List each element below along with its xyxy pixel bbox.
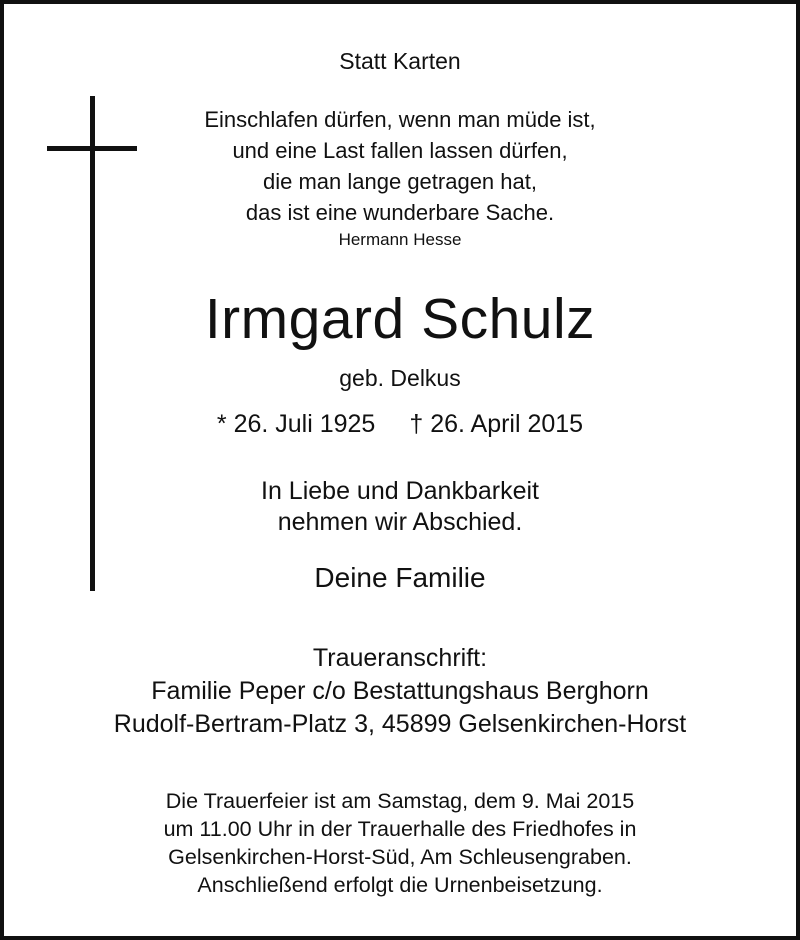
signature: Deine Familie	[314, 562, 486, 593]
ceremony-info	[0, 787, 800, 899]
life-dates	[0, 410, 800, 439]
birth-date: * 26. Juli 1925	[216, 410, 376, 438]
ceremony-line: Anschließend erfolgt die Urnenbeisetzung.	[197, 873, 603, 897]
address-line: Familie Peper c/o Bestattungshaus Berghorn	[151, 677, 649, 705]
ceremony-line: Die Trauerfeier ist am Samstag, dem 9. Mai 2015	[165, 789, 635, 813]
death-date: † 26. April 2015	[409, 410, 584, 438]
poem	[0, 104, 800, 228]
ceremony-line: Gelsenkirchen-Horst-Süd, Am Schleusengraben.	[168, 845, 632, 869]
notice-heading: Statt Karten	[339, 48, 461, 74]
farewell-line: nehmen wir Abschied.	[277, 508, 523, 536]
ceremony-line: um 11.00 Uhr in der Trauerhalle des Friedhofes in	[163, 817, 637, 841]
poem-line: die man lange getragen hat,	[263, 169, 537, 194]
poem-line: und eine Last fallen lassen dürfen,	[232, 138, 568, 163]
poem-line: das ist eine wunderbare Sache.	[245, 200, 555, 225]
address-line: Rudolf-Bertram-Platz 3, 45899 Gelsenkirchen-Horst	[113, 710, 687, 738]
poem-line: Einschlafen dürfen, wenn man müde ist,	[204, 107, 596, 132]
mourning-address	[0, 642, 800, 741]
farewell-line: In Liebe und Dankbarkeit	[261, 477, 539, 505]
poem-author: Hermann Hesse	[338, 230, 462, 249]
farewell-text	[0, 476, 800, 538]
address-line: Traueranschrift:	[312, 644, 488, 672]
deceased-name: Irmgard Schulz	[204, 287, 596, 351]
maiden-name: geb. Delkus	[339, 365, 461, 391]
